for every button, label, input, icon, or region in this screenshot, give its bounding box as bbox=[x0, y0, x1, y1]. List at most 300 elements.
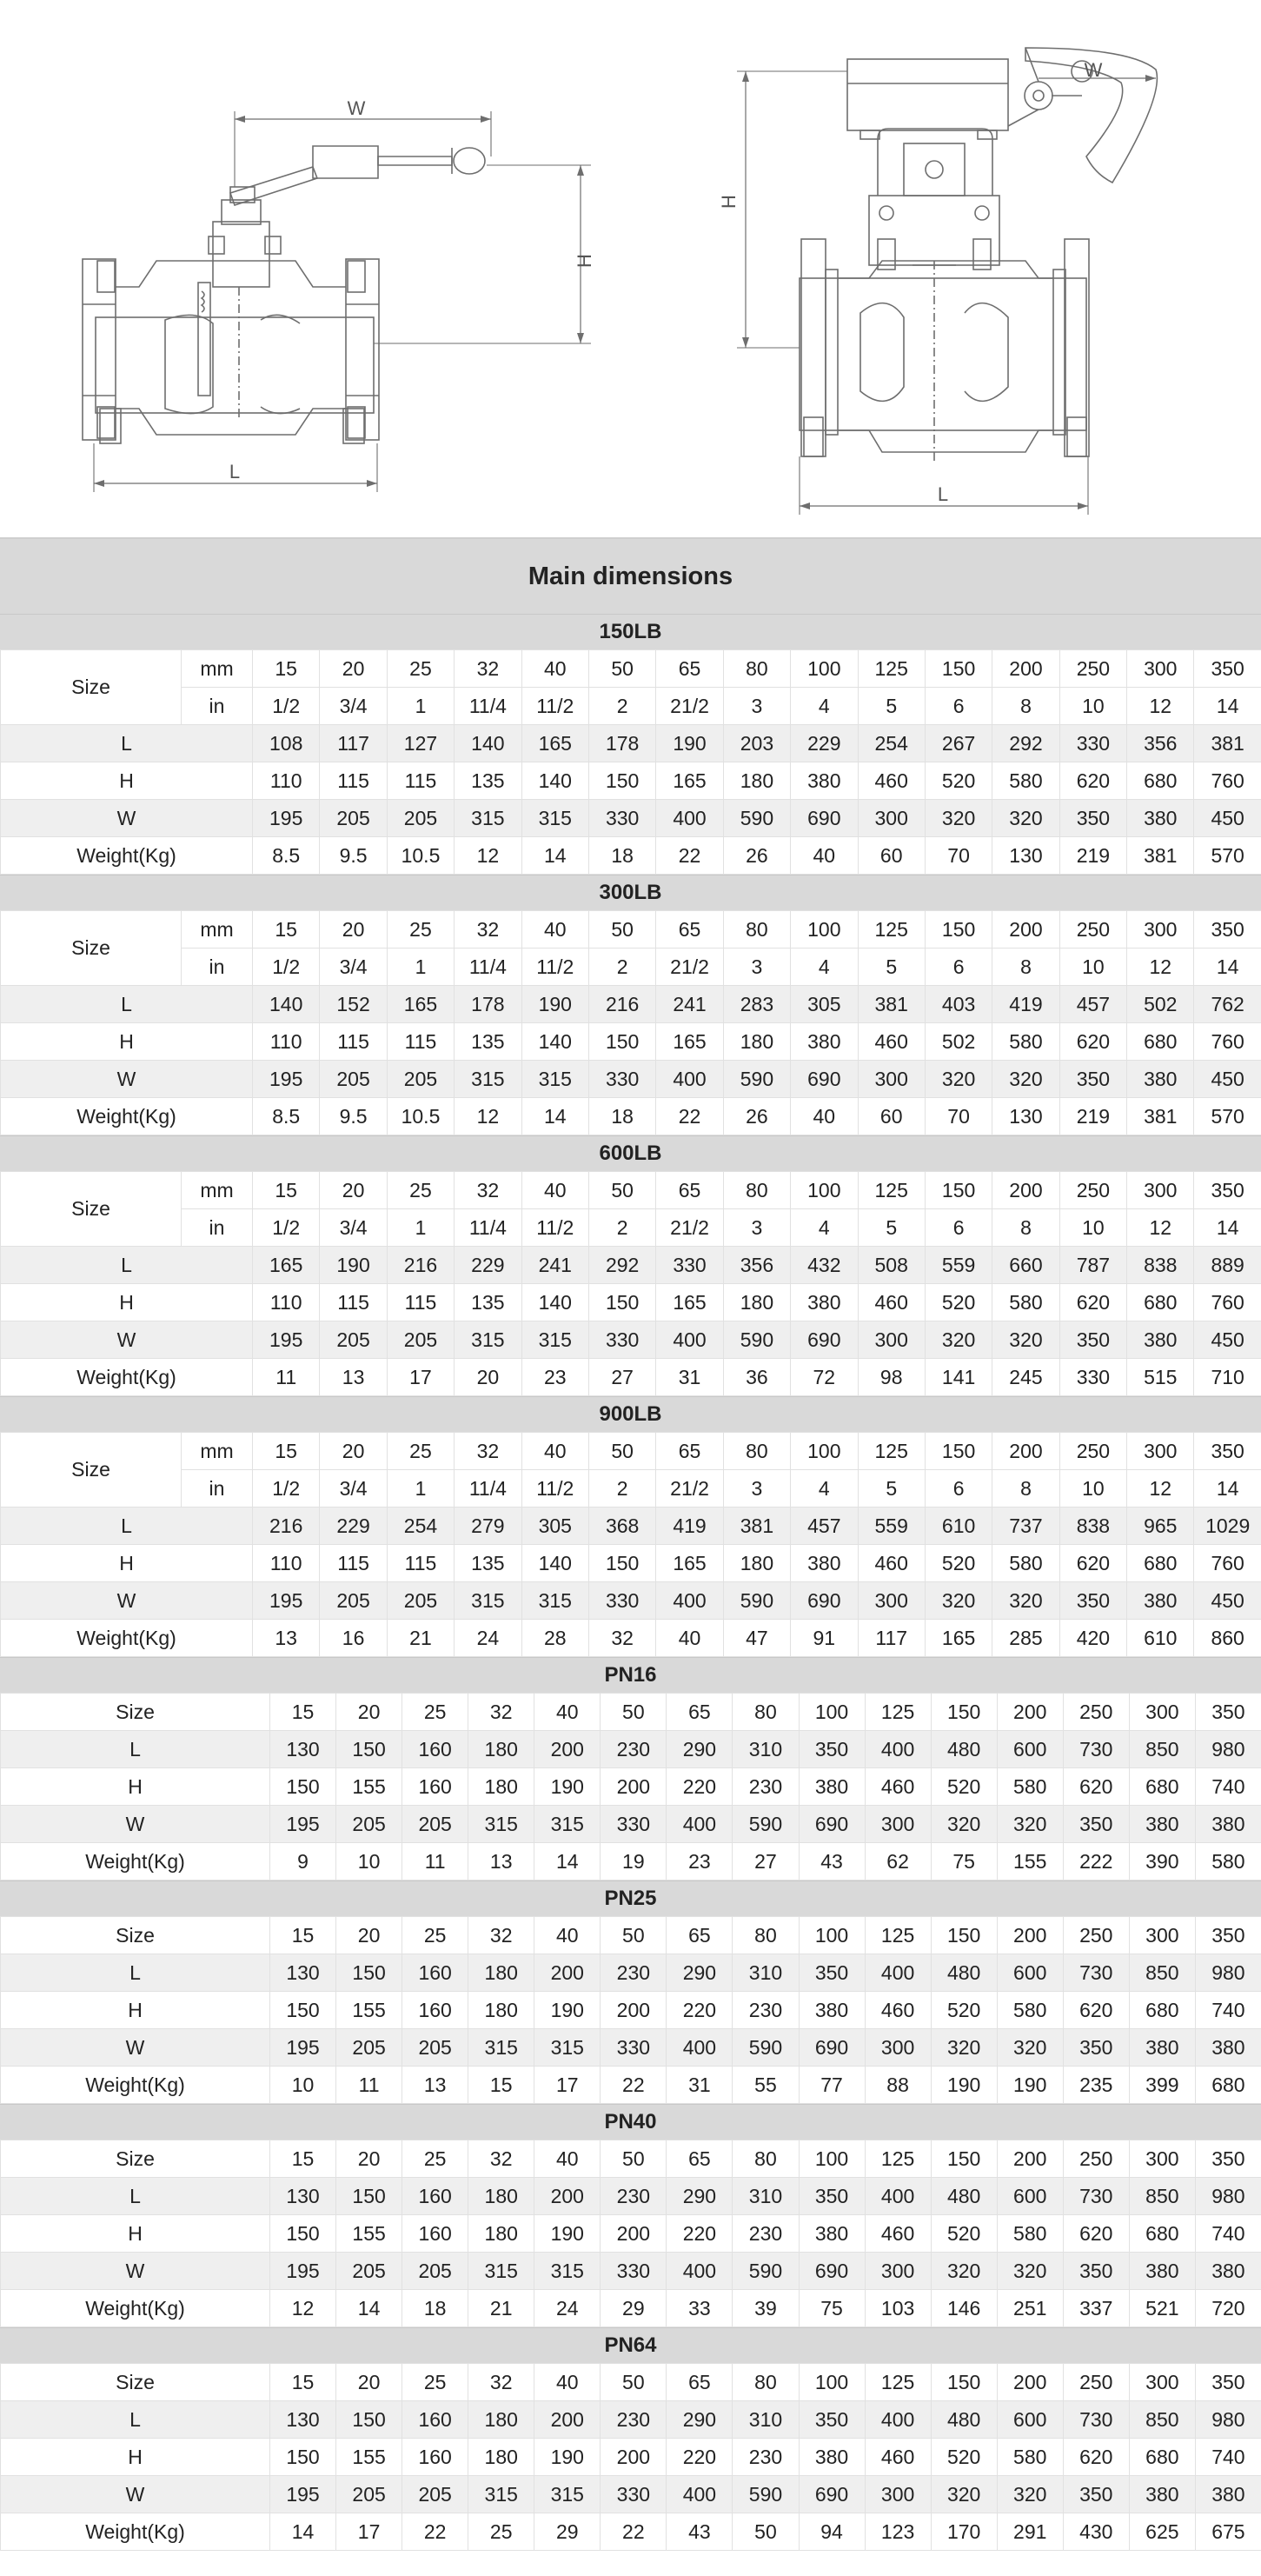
value-cell: 254 bbox=[387, 1508, 454, 1545]
table-row bbox=[1, 1954, 1261, 1992]
value-cell: 150 bbox=[336, 2401, 402, 2439]
value-cell: 300 bbox=[858, 1321, 925, 1359]
value-cell: 460 bbox=[858, 762, 925, 800]
size-mm-cell: 15 bbox=[253, 1172, 320, 1209]
value-cell: 11 bbox=[336, 2067, 402, 2104]
value-cell: 680 bbox=[1129, 2215, 1195, 2253]
pn-sections bbox=[0, 1657, 1261, 2551]
value-cell: 350 bbox=[1063, 2253, 1129, 2290]
row-label: Weight(Kg) bbox=[1, 2067, 270, 2104]
value-cell: 400 bbox=[667, 2029, 733, 2067]
value-cell: 300 bbox=[865, 2029, 931, 2067]
value-cell: 180 bbox=[723, 1023, 790, 1061]
value-cell: 24 bbox=[534, 2290, 601, 2327]
value-cell: 580 bbox=[997, 2215, 1063, 2253]
value-cell: 381 bbox=[1127, 1098, 1194, 1135]
left-w-label: W bbox=[347, 97, 366, 119]
value-cell: 315 bbox=[534, 2476, 601, 2513]
value-cell: 315 bbox=[468, 2253, 534, 2290]
value-cell: 230 bbox=[733, 2439, 799, 2476]
value-cell: 419 bbox=[656, 1508, 723, 1545]
valve-technical-drawing bbox=[0, 0, 1261, 539]
value-cell: 450 bbox=[1194, 1582, 1261, 1620]
value-cell: 155 bbox=[336, 2215, 402, 2253]
size-mm-cell: 32 bbox=[455, 1433, 521, 1470]
value-cell: 300 bbox=[865, 2253, 931, 2290]
value-cell: 400 bbox=[667, 2476, 733, 2513]
value-cell: 315 bbox=[534, 2253, 601, 2290]
table-row bbox=[1, 2253, 1261, 2290]
value-cell: 580 bbox=[997, 2439, 1063, 2476]
size-in-cell: 1 bbox=[387, 949, 454, 986]
value-cell: 480 bbox=[931, 2178, 997, 2215]
table-row bbox=[1, 1359, 1261, 1396]
value-cell: 480 bbox=[931, 1731, 997, 1768]
value-cell: 9 bbox=[270, 1843, 336, 1880]
lb-sections bbox=[0, 614, 1261, 1657]
value-cell: 115 bbox=[320, 1545, 387, 1582]
value-cell: 620 bbox=[1063, 1992, 1129, 2029]
value-cell: 160 bbox=[402, 1731, 468, 1768]
row-label: L bbox=[1, 1731, 270, 1768]
value-cell: 115 bbox=[387, 1545, 454, 1582]
value-cell: 31 bbox=[667, 2067, 733, 2104]
size-cell: 300 bbox=[1129, 2364, 1195, 2401]
value-cell: 330 bbox=[656, 1247, 723, 1284]
value-cell: 315 bbox=[521, 1321, 588, 1359]
size-mm-cell: 125 bbox=[858, 650, 925, 688]
size-in-cell: 10 bbox=[1059, 1470, 1126, 1508]
size-mm-cell: 250 bbox=[1059, 1172, 1126, 1209]
value-cell: 675 bbox=[1195, 2513, 1261, 2551]
value-cell: 315 bbox=[534, 1806, 601, 1843]
value-cell: 430 bbox=[1063, 2513, 1129, 2551]
size-in-cell: 6 bbox=[925, 1470, 992, 1508]
value-cell: 460 bbox=[858, 1545, 925, 1582]
value-cell: 980 bbox=[1195, 2401, 1261, 2439]
value-cell: 337 bbox=[1063, 2290, 1129, 2327]
value-cell: 205 bbox=[320, 1321, 387, 1359]
value-cell: 22 bbox=[601, 2513, 667, 2551]
value-cell: 400 bbox=[656, 1321, 723, 1359]
dimension-table bbox=[0, 910, 1261, 1135]
table-row bbox=[1, 1582, 1261, 1620]
value-cell: 980 bbox=[1195, 2178, 1261, 2215]
dimension-table bbox=[0, 649, 1261, 875]
size-in-cell: 10 bbox=[1059, 949, 1126, 986]
size-mm-cell: 20 bbox=[320, 1172, 387, 1209]
size-mm-cell: 50 bbox=[588, 911, 655, 949]
value-cell: 730 bbox=[1063, 1731, 1129, 1768]
value-cell: 11 bbox=[402, 1843, 468, 1880]
value-cell: 75 bbox=[931, 1843, 997, 1880]
value-cell: 520 bbox=[931, 1992, 997, 2029]
value-cell: 320 bbox=[925, 1321, 992, 1359]
value-cell: 380 bbox=[1129, 2476, 1195, 2513]
size-mm-cell: 80 bbox=[723, 650, 790, 688]
value-cell: 520 bbox=[931, 2215, 997, 2253]
value-cell: 620 bbox=[1059, 762, 1126, 800]
value-cell: 320 bbox=[992, 800, 1059, 837]
value-cell: 300 bbox=[858, 800, 925, 837]
value-cell: 200 bbox=[534, 2401, 601, 2439]
value-cell: 580 bbox=[1195, 1843, 1261, 1880]
size-in-cell: 3 bbox=[723, 949, 790, 986]
value-cell: 160 bbox=[402, 1992, 468, 2029]
value-cell: 380 bbox=[799, 2215, 865, 2253]
value-cell: 10.5 bbox=[387, 1098, 454, 1135]
size-mm-cell: 350 bbox=[1194, 650, 1261, 688]
size-mm-cell: 200 bbox=[992, 911, 1059, 949]
value-cell: 1029 bbox=[1194, 1508, 1261, 1545]
value-cell: 205 bbox=[336, 2476, 402, 2513]
value-cell: 965 bbox=[1127, 1508, 1194, 1545]
size-in-cell: 5 bbox=[858, 949, 925, 986]
size-mm-cell: 100 bbox=[791, 1172, 858, 1209]
value-cell: 205 bbox=[402, 2476, 468, 2513]
size-cell: 80 bbox=[733, 2364, 799, 2401]
value-cell: 14 bbox=[521, 837, 588, 875]
size-mm-cell: 65 bbox=[656, 1433, 723, 1470]
size-in-cell: 2 bbox=[588, 949, 655, 986]
size-cell: 50 bbox=[601, 2140, 667, 2178]
size-in-cell: 8 bbox=[992, 688, 1059, 725]
size-in-cell: 21/2 bbox=[656, 1209, 723, 1247]
value-cell: 205 bbox=[336, 2029, 402, 2067]
value-cell: 350 bbox=[1059, 800, 1126, 837]
value-cell: 380 bbox=[1127, 1061, 1194, 1098]
size-cell: 250 bbox=[1063, 1694, 1129, 1731]
row-label: W bbox=[1, 1061, 253, 1098]
table-row bbox=[1, 2364, 1261, 2401]
value-cell: 13 bbox=[253, 1620, 320, 1657]
value-cell: 457 bbox=[791, 1508, 858, 1545]
value-cell: 190 bbox=[931, 2067, 997, 2104]
value-cell: 115 bbox=[320, 762, 387, 800]
value-cell: 13 bbox=[468, 1843, 534, 1880]
value-cell: 150 bbox=[336, 1954, 402, 1992]
size-in-cell: 4 bbox=[791, 1470, 858, 1508]
value-cell: 315 bbox=[455, 1321, 521, 1359]
value-cell: 330 bbox=[1059, 725, 1126, 762]
section-title: 600LB bbox=[0, 1135, 1261, 1171]
size-label: Size bbox=[1, 1433, 182, 1508]
value-cell: 400 bbox=[865, 1954, 931, 1992]
value-cell: 43 bbox=[667, 2513, 733, 2551]
value-cell: 110 bbox=[253, 1545, 320, 1582]
row-label: L bbox=[1, 1247, 253, 1284]
size-mm-cell: 25 bbox=[387, 911, 454, 949]
value-cell: 419 bbox=[992, 986, 1059, 1023]
value-cell: 590 bbox=[723, 1321, 790, 1359]
value-cell: 432 bbox=[791, 1247, 858, 1284]
size-cell: 65 bbox=[667, 1917, 733, 1954]
section-title: 300LB bbox=[0, 875, 1261, 910]
value-cell: 33 bbox=[667, 2290, 733, 2327]
value-cell: 305 bbox=[521, 1508, 588, 1545]
value-cell: 610 bbox=[925, 1508, 992, 1545]
value-cell: 11 bbox=[253, 1359, 320, 1396]
value-cell: 130 bbox=[270, 1954, 336, 1992]
table-row bbox=[1, 2178, 1261, 2215]
size-in-cell: 12 bbox=[1127, 949, 1194, 986]
table-row bbox=[1, 1731, 1261, 1768]
value-cell: 22 bbox=[402, 2513, 468, 2551]
value-cell: 350 bbox=[1063, 1806, 1129, 1843]
table-row bbox=[1, 2029, 1261, 2067]
size-mm-cell: 20 bbox=[320, 1433, 387, 1470]
size-mm-cell: 350 bbox=[1194, 1433, 1261, 1470]
size-in-cell: 3/4 bbox=[320, 1470, 387, 1508]
table-row bbox=[1, 688, 1261, 725]
size-cell: 20 bbox=[336, 2140, 402, 2178]
right-h-label: H bbox=[718, 195, 740, 209]
value-cell: 200 bbox=[601, 1992, 667, 2029]
row-label: L bbox=[1, 986, 253, 1023]
value-cell: 400 bbox=[865, 2178, 931, 2215]
value-cell: 195 bbox=[270, 2253, 336, 2290]
value-cell: 850 bbox=[1129, 2178, 1195, 2215]
size-cell: 32 bbox=[468, 2140, 534, 2178]
size-mm-cell: 100 bbox=[791, 1433, 858, 1470]
size-in-cell: 4 bbox=[791, 949, 858, 986]
value-cell: 320 bbox=[992, 1061, 1059, 1098]
size-cell: 80 bbox=[733, 1917, 799, 1954]
size-in-cell: 14 bbox=[1194, 1470, 1261, 1508]
value-cell: 216 bbox=[387, 1247, 454, 1284]
value-cell: 9.5 bbox=[320, 837, 387, 875]
value-cell: 380 bbox=[1129, 2253, 1195, 2290]
section-pn25 bbox=[0, 1880, 1261, 2104]
section-title: PN40 bbox=[0, 2104, 1261, 2140]
table-row bbox=[1, 1098, 1261, 1135]
value-cell: 350 bbox=[1059, 1061, 1126, 1098]
value-cell: 178 bbox=[588, 725, 655, 762]
size-label: Size bbox=[1, 1917, 270, 1954]
right-w-label: W bbox=[1084, 59, 1103, 81]
value-cell: 300 bbox=[858, 1061, 925, 1098]
value-cell: 680 bbox=[1195, 2067, 1261, 2104]
value-cell: 180 bbox=[723, 1284, 790, 1321]
size-mm-cell: 15 bbox=[253, 1433, 320, 1470]
value-cell: 600 bbox=[997, 2401, 1063, 2439]
size-mm-cell: 20 bbox=[320, 650, 387, 688]
size-cell: 20 bbox=[336, 1694, 402, 1731]
value-cell: 590 bbox=[723, 800, 790, 837]
size-cell: 250 bbox=[1063, 2140, 1129, 2178]
value-cell: 180 bbox=[723, 1545, 790, 1582]
value-cell: 460 bbox=[865, 1768, 931, 1806]
value-cell: 205 bbox=[387, 1061, 454, 1098]
value-cell: 150 bbox=[588, 1023, 655, 1061]
dimension-table bbox=[0, 2363, 1261, 2551]
value-cell: 310 bbox=[733, 1731, 799, 1768]
size-mm-cell: 65 bbox=[656, 1172, 723, 1209]
value-cell: 315 bbox=[534, 2029, 601, 2067]
value-cell: 460 bbox=[858, 1284, 925, 1321]
row-label: Weight(Kg) bbox=[1, 1359, 253, 1396]
value-cell: 140 bbox=[455, 725, 521, 762]
value-cell: 787 bbox=[1059, 1247, 1126, 1284]
value-cell: 600 bbox=[997, 2178, 1063, 2215]
value-cell: 400 bbox=[656, 800, 723, 837]
size-label: Size bbox=[1, 2140, 270, 2178]
size-mm-cell: 125 bbox=[858, 1433, 925, 1470]
value-cell: 190 bbox=[534, 2439, 601, 2476]
value-cell: 241 bbox=[521, 1247, 588, 1284]
value-cell: 760 bbox=[1194, 1023, 1261, 1061]
size-in-cell: 8 bbox=[992, 949, 1059, 986]
value-cell: 380 bbox=[1127, 1582, 1194, 1620]
value-cell: 760 bbox=[1194, 1545, 1261, 1582]
gear-valve-view bbox=[737, 48, 1157, 515]
size-mm-cell: 80 bbox=[723, 1172, 790, 1209]
size-in-cell: 3 bbox=[723, 688, 790, 725]
value-cell: 320 bbox=[931, 2253, 997, 2290]
size-mm-cell: 40 bbox=[521, 1172, 588, 1209]
size-in-cell: 4 bbox=[791, 1209, 858, 1247]
value-cell: 130 bbox=[270, 2178, 336, 2215]
value-cell: 400 bbox=[656, 1061, 723, 1098]
size-cell: 65 bbox=[667, 2140, 733, 2178]
value-cell: 200 bbox=[534, 1731, 601, 1768]
value-cell: 130 bbox=[992, 1098, 1059, 1135]
value-cell: 254 bbox=[858, 725, 925, 762]
size-mm-cell: 300 bbox=[1127, 650, 1194, 688]
size-label: Size bbox=[1, 911, 182, 986]
value-cell: 205 bbox=[387, 1582, 454, 1620]
value-cell: 165 bbox=[253, 1247, 320, 1284]
size-cell: 20 bbox=[336, 2364, 402, 2401]
value-cell: 559 bbox=[925, 1247, 992, 1284]
row-label: W bbox=[1, 1582, 253, 1620]
value-cell: 460 bbox=[865, 2439, 931, 2476]
value-cell: 350 bbox=[799, 2401, 865, 2439]
value-cell: 283 bbox=[723, 986, 790, 1023]
size-cell: 350 bbox=[1195, 1917, 1261, 1954]
value-cell: 381 bbox=[858, 986, 925, 1023]
value-cell: 62 bbox=[865, 1843, 931, 1880]
value-cell: 480 bbox=[931, 1954, 997, 1992]
row-label: W bbox=[1, 1806, 270, 1843]
value-cell: 710 bbox=[1194, 1359, 1261, 1396]
section-900lb bbox=[0, 1396, 1261, 1657]
size-cell: 150 bbox=[931, 2140, 997, 2178]
value-cell: 205 bbox=[402, 2029, 468, 2067]
value-cell: 155 bbox=[336, 1992, 402, 2029]
value-cell: 8.5 bbox=[253, 837, 320, 875]
dimension-table bbox=[0, 1171, 1261, 1396]
size-in-cell: 6 bbox=[925, 688, 992, 725]
table-row bbox=[1, 1247, 1261, 1284]
table-row bbox=[1, 2215, 1261, 2253]
size-cell: 40 bbox=[534, 1694, 601, 1731]
value-cell: 130 bbox=[270, 1731, 336, 1768]
value-cell: 600 bbox=[997, 1731, 1063, 1768]
value-cell: 315 bbox=[521, 1061, 588, 1098]
value-cell: 350 bbox=[799, 1731, 865, 1768]
value-cell: 680 bbox=[1127, 1284, 1194, 1321]
value-cell: 267 bbox=[925, 725, 992, 762]
value-cell: 380 bbox=[791, 1545, 858, 1582]
value-cell: 400 bbox=[667, 2253, 733, 2290]
value-cell: 160 bbox=[402, 2439, 468, 2476]
value-cell: 203 bbox=[723, 725, 790, 762]
value-cell: 520 bbox=[931, 2439, 997, 2476]
value-cell: 40 bbox=[791, 1098, 858, 1135]
value-cell: 320 bbox=[997, 2029, 1063, 2067]
value-cell: 21 bbox=[387, 1620, 454, 1657]
value-cell: 521 bbox=[1129, 2290, 1195, 2327]
size-mm-cell: 350 bbox=[1194, 911, 1261, 949]
value-cell: 195 bbox=[270, 1806, 336, 1843]
value-cell: 40 bbox=[656, 1620, 723, 1657]
table-row bbox=[1, 2290, 1261, 2327]
size-cell: 65 bbox=[667, 2364, 733, 2401]
size-mm-cell: 50 bbox=[588, 1172, 655, 1209]
value-cell: 380 bbox=[799, 1768, 865, 1806]
value-cell: 320 bbox=[997, 1806, 1063, 1843]
value-cell: 590 bbox=[723, 1582, 790, 1620]
size-mm-cell: 32 bbox=[455, 650, 521, 688]
value-cell: 400 bbox=[667, 1806, 733, 1843]
value-cell: 115 bbox=[387, 762, 454, 800]
table-row bbox=[1, 1917, 1261, 1954]
size-in-cell: 5 bbox=[858, 1470, 925, 1508]
lever-valve-view bbox=[83, 111, 591, 492]
size-cell: 100 bbox=[799, 1917, 865, 1954]
value-cell: 195 bbox=[253, 1061, 320, 1098]
value-cell: 290 bbox=[667, 1731, 733, 1768]
size-cell: 350 bbox=[1195, 2140, 1261, 2178]
size-mm-cell: 300 bbox=[1127, 1172, 1194, 1209]
value-cell: 241 bbox=[656, 986, 723, 1023]
value-cell: 300 bbox=[865, 2476, 931, 2513]
value-cell: 39 bbox=[733, 2290, 799, 2327]
size-mm-cell: 40 bbox=[521, 911, 588, 949]
value-cell: 17 bbox=[336, 2513, 402, 2551]
value-cell: 740 bbox=[1195, 1768, 1261, 1806]
value-cell: 838 bbox=[1127, 1247, 1194, 1284]
value-cell: 14 bbox=[336, 2290, 402, 2327]
table-row bbox=[1, 800, 1261, 837]
row-label: Weight(Kg) bbox=[1, 837, 253, 875]
value-cell: 22 bbox=[656, 837, 723, 875]
value-cell: 559 bbox=[858, 1508, 925, 1545]
value-cell: 135 bbox=[455, 1284, 521, 1321]
value-cell: 730 bbox=[1063, 2401, 1129, 2439]
value-cell: 36 bbox=[723, 1359, 790, 1396]
value-cell: 315 bbox=[468, 1806, 534, 1843]
size-cell: 300 bbox=[1129, 1694, 1195, 1731]
value-cell: 205 bbox=[387, 1321, 454, 1359]
row-label: L bbox=[1, 2401, 270, 2439]
value-cell: 515 bbox=[1127, 1359, 1194, 1396]
value-cell: 24 bbox=[455, 1620, 521, 1657]
value-cell: 520 bbox=[925, 762, 992, 800]
size-cell: 50 bbox=[601, 1917, 667, 1954]
value-cell: 850 bbox=[1129, 2401, 1195, 2439]
value-cell: 10.5 bbox=[387, 837, 454, 875]
value-cell: 180 bbox=[468, 2401, 534, 2439]
table-row bbox=[1, 986, 1261, 1023]
value-cell: 600 bbox=[997, 1954, 1063, 1992]
table-row bbox=[1, 2401, 1261, 2439]
row-label: Weight(Kg) bbox=[1, 2513, 270, 2551]
size-cell: 40 bbox=[534, 2140, 601, 2178]
value-cell: 10 bbox=[336, 1843, 402, 1880]
size-mm-cell: 200 bbox=[992, 1433, 1059, 1470]
